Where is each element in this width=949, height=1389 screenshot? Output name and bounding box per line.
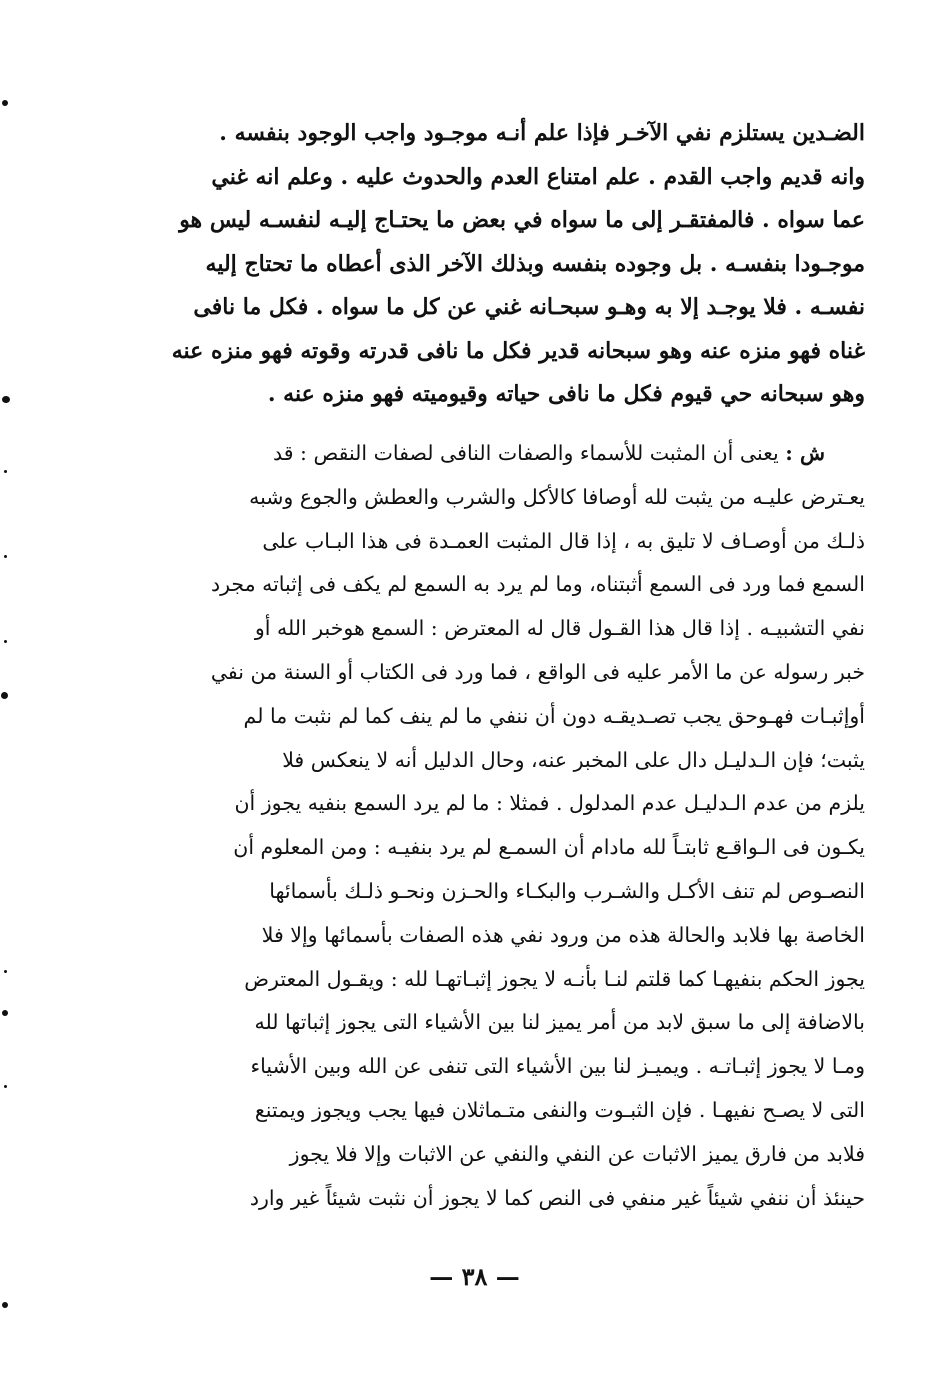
- scan-speck: [2, 100, 8, 106]
- text-line: بالاضافة إلى ما سبق لابد من أمر يميز لنا بين الأشياء التى يجوز إثباتها لله: [254, 1010, 865, 1035]
- text-line: غناه فهو منزه عنه وهو سبحانه قدير فكل ما نافى قدرته وقوته فهو منزه عنه: [171, 337, 865, 364]
- text-line: حينئذ أن ننفي شيئاً غير منفي فى النص كما لا يجوز أن نثبت شيئاً غير وارد: [249, 1185, 865, 1210]
- text-line: السمع فما ورد فى السمع أثبتناه، وما لم يرد به السمع لم يكف فى إثباته مجرد: [210, 572, 865, 597]
- text-line: التى لا يصـح نفيهـا . فإن الثبـوت والنفى متـماثلان فيها يجب ويجوز ويمتنع: [254, 1097, 865, 1122]
- scan-speck: [4, 470, 7, 473]
- text-line: [140, 432, 865, 476]
- text-line: عما سواه . فالمفتقـر إلى ما سواه في بعض ما يحتـاج إليـه لنفسـه ليس هو: [179, 207, 865, 233]
- text-line: يجوز الحكم بنفيهـا كما قلتم لنـا بأنـه لا يجوز إثبـاتهـا لله : ويقـول المعترض: [244, 966, 865, 991]
- text-line: يعـترض عليـه من يثبت لله أوصافا كالأكل والشرب والعطش والجوع وشبه: [249, 484, 865, 509]
- scan-speck: [4, 640, 7, 643]
- text-line: نفي التشبيـه . إذا قال هذا القـول قال له المعترض : السمع هوخبر الله أو: [254, 616, 865, 641]
- text-line: وهو سبحانه حي قيوم فكل ما نافى حياته وقيوميته فهو منزه عنه .: [267, 381, 865, 407]
- scan-speck: [4, 555, 7, 558]
- text-line: يلزم من عدم الـدليـل عدم المدلول . فمثلا : ما لم يرد السمع بنفيه يجوز أن: [234, 791, 865, 816]
- scan-speck: [2, 396, 10, 403]
- text-line: وانه قديم واجب القدم . علم امتناع العدم والحدوث عليه . وعلم انه غني: [211, 163, 865, 190]
- commentary-paragraph: [140, 432, 865, 1220]
- scan-speck: [4, 970, 7, 973]
- text-line: فلابد من فارق يميز الاثبات عن النفي والنفي عن الاثبات وإلا فلا يجوز: [289, 1141, 865, 1166]
- text-line: يثبت؛ فإن الـدليـل دال على المخبر عنه، وحال الدليل أنه لا ينعكس فلا: [282, 747, 865, 772]
- scan-speck: [2, 1010, 8, 1016]
- scan-speck: [4, 1085, 7, 1088]
- text-line: الخاصة بها فلابد والحالة هذه من ورود نفي هذه الصفات بأسمائها وإلا فلا: [261, 922, 865, 947]
- scan-speck: [2, 1302, 8, 1308]
- text-line: خبر رسوله عن ما الأمر عليه فى الواقع ، فما ورد فى الكتاب أو السنة من نفي: [210, 659, 865, 684]
- commentary-label: ش :: [785, 441, 825, 465]
- text-line: ومـا لا يجوز إثبـاتـه . ويميـز لنا بين الأشياء التى تنفى عن الله وبين الأشياء: [250, 1054, 865, 1079]
- page-number: — ٣٨ —: [429, 1262, 520, 1291]
- text-line: موجـودا بنفسـه . بل وجوده بنفسه وبذلك الآخر الذى أعطاه ما تحتاج إليه: [205, 250, 865, 277]
- text-line: الضـدين يستلزم نفي الآخـر فإذا علم أنـه موجـود واجب الوجود بنفسه .: [219, 120, 865, 146]
- text-line: النصـوص لم تنف الأكـل والشـرب والبكـاء والحـزن ونحـو ذلـك بأسمائها: [269, 878, 865, 903]
- scan-speck: [1, 692, 8, 699]
- first-line-text: يعنى أن المثبت للأسماء والصفات النافى لصفات النقص : قد: [272, 441, 779, 465]
- bold-paragraph: [140, 112, 865, 417]
- text-line: يكـون فى الـواقـع ثابتـاً لله مادام أن السمـع لم يرد بنفيـه : ومن المعلوم أن: [233, 835, 865, 860]
- text-line: ذلـك من أوصـاف لا تليق به ، إذا قال المثبت العمـدة فى هذا البـاب على: [262, 528, 865, 553]
- text-line: أوإثبـات فهـوحق يجب تصـديقـه دون أن ننفي ما لم ينف كما لم نثبت ما لم: [243, 703, 865, 728]
- text-line: نفسـه . فلا يوجـد إلا به وهـو سبحـانه غني عن كل ما سواه . فكل ما نافى: [193, 294, 865, 320]
